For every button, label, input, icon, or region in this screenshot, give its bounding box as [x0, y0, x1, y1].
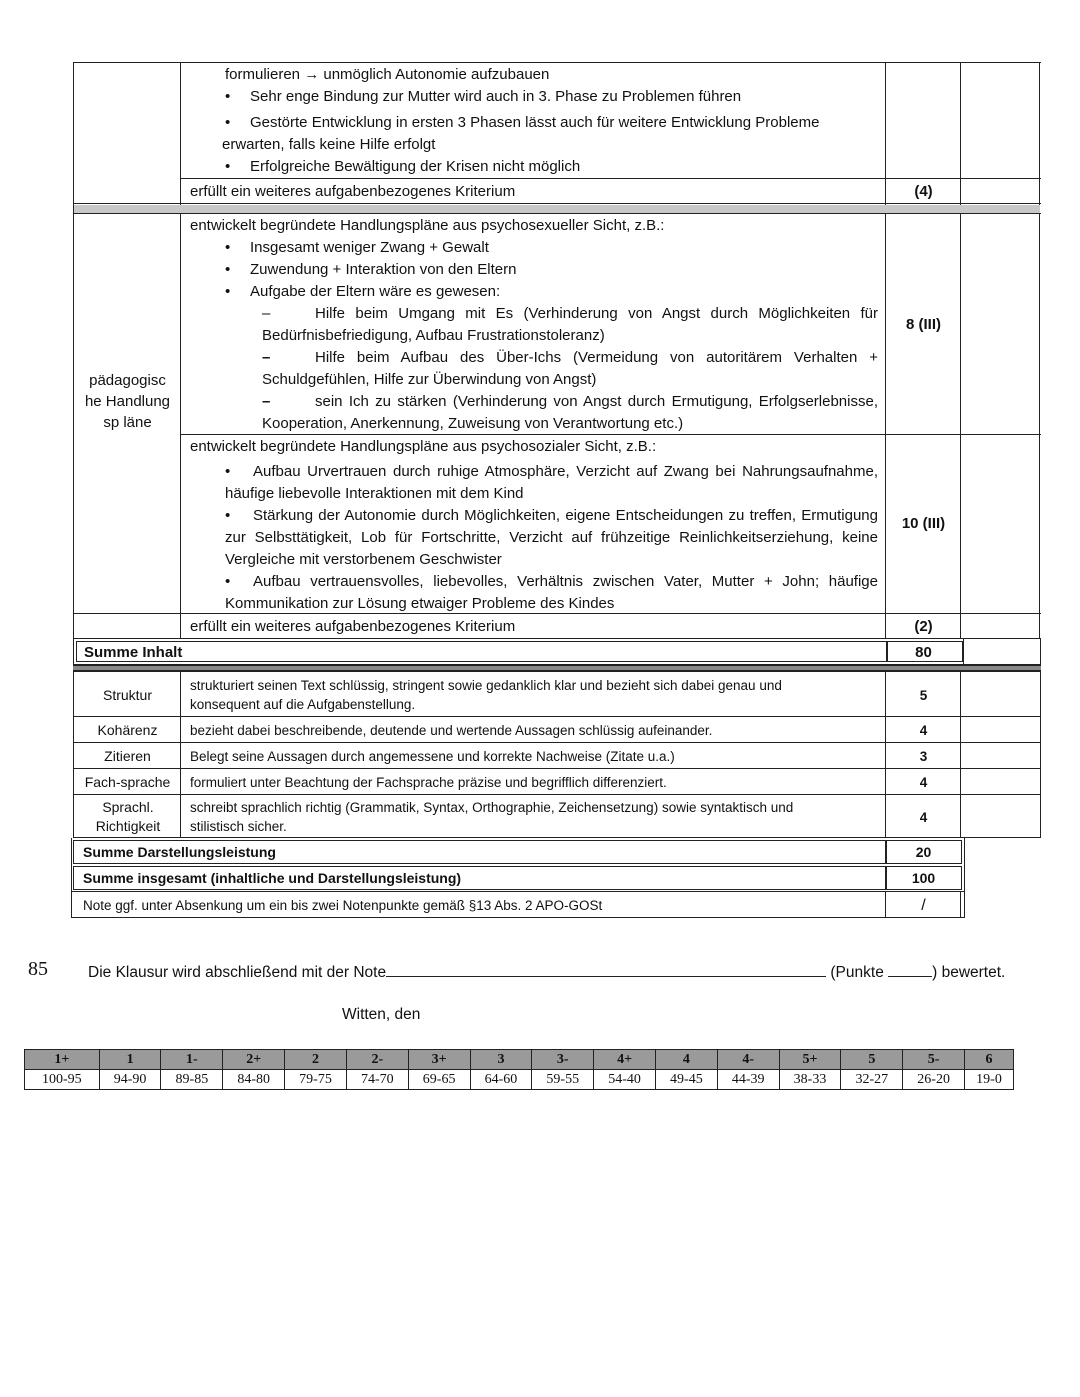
grade-range: 74-70	[346, 1070, 408, 1090]
grade-label: 5	[841, 1050, 903, 1070]
grid-separator	[74, 205, 1040, 213]
bullet-icon: •	[225, 283, 231, 300]
grid-line	[180, 62, 182, 639]
grid-line	[885, 62, 887, 639]
extra-criterion: erfüllt ein weiteres aufgabenbezogenes Kriterium	[190, 617, 516, 635]
criterion-text: bezieht dabei beschreibende, deutende und wertende Aussagen schlüssig aufeinander.	[190, 722, 713, 738]
grade-blank[interactable]	[386, 961, 826, 977]
grade-label: 3-	[532, 1050, 594, 1070]
dash-icon: –	[262, 305, 271, 322]
grid-line	[180, 672, 182, 838]
grade-label: 1-	[161, 1050, 223, 1070]
dash-icon: –	[262, 349, 271, 366]
grade-table	[24, 1049, 1014, 1090]
grade-label: 4+	[594, 1050, 656, 1070]
summe-inhalt-label: Summe Inhalt	[84, 644, 183, 661]
criterion-points: 3	[919, 748, 928, 764]
grade-range: 32-27	[841, 1070, 903, 1090]
summe-darstellung-label: Summe Darstellungsleistung	[83, 843, 276, 860]
bullet-icon: •	[225, 88, 231, 105]
grade-label: 2+	[223, 1050, 285, 1070]
bullet-icon: •	[225, 261, 231, 278]
grade-label: 2-	[346, 1050, 408, 1070]
grade-label: 3	[470, 1050, 532, 1070]
bullet-icon: •	[225, 463, 231, 480]
grade-label: 5-	[903, 1050, 965, 1070]
grade-label: 5+	[779, 1050, 841, 1070]
bullet-icon: •	[225, 158, 231, 175]
grade-range: 84-80	[223, 1070, 285, 1090]
psychosocial-heading: entwickelt begründete Handlungspläne aus psychosozialer Sicht, z.B.:	[190, 438, 657, 455]
grade-range: 89-85	[161, 1070, 223, 1090]
criterion-text: schreibt sprachlich richtig (Grammatik, Syntax, Orthographie, Zeichensetzung) sowie syntaktisch und stilistisch sicher.	[190, 800, 794, 834]
grade-label: 4-	[717, 1050, 779, 1070]
grade-range: 69-65	[408, 1070, 470, 1090]
grade-range: 38-33	[779, 1070, 841, 1090]
grade-range: 49-45	[655, 1070, 717, 1090]
note-value: /	[921, 896, 926, 914]
psychosocial-points: 10 (III)	[901, 515, 946, 532]
grade-label: 1	[99, 1050, 161, 1070]
psychosexual-heading: entwickelt begründete Handlungspläne aus psychosexueller Sicht, z.B.:	[190, 217, 665, 234]
summe-gesamt-value: 100	[911, 869, 936, 886]
bullet-item: • Aufbau Urvertrauen durch ruhige Atmosphäre, Verzicht auf Zwang bei Nahrungsaufnahme, häufige liebevolle Interaktionen mit dem Kind	[225, 463, 878, 502]
bullet-item: • Gestörte Entwicklung in ersten 3 Phasen lässt auch für weitere Entwicklung Probleme erwarten, falls keine Hilfe erfolgt	[222, 114, 820, 153]
bullet-item: • Erfolgreiche Bewältigung der Krisen nicht möglich	[222, 156, 877, 178]
criterion-name: Struktur	[102, 686, 152, 703]
grade-range: 64-60	[470, 1070, 532, 1090]
points-blank[interactable]	[888, 961, 932, 977]
grade-range: 100-95	[25, 1070, 100, 1090]
place-date: Witten, den	[342, 1006, 421, 1023]
grade-range: 79-75	[285, 1070, 347, 1090]
extra-points: (4)	[914, 182, 933, 200]
criterion-points: 4	[919, 774, 928, 790]
bullet-icon: •	[225, 239, 231, 256]
grade-range: 44-39	[717, 1070, 779, 1090]
dash-item: – Hilfe beim Aufbau des Über-Ichs (Vermeidung von autoritärem Verhalten + Schuldgefühlen, Hilfe zur Überwindung von Angst)	[262, 349, 878, 388]
grade-range: 26-20	[903, 1070, 965, 1090]
grade-label: 1+	[25, 1050, 100, 1070]
bullet-item: • Sehr enge Bindung zur Mutter wird auch in 3. Phase zu Problemen führen	[222, 86, 877, 108]
dash-item: – Hilfe beim Umgang mit Es (Verhinderung von Angst durch Möglichkeiten für Bedürfnisbefriedigung, Aufbau Frustrationstoleranz)	[262, 305, 878, 344]
section-label: pädagogisc he Handlungsp läne	[84, 372, 171, 431]
psychosexual-block	[190, 215, 878, 435]
bullet-icon: •	[225, 573, 231, 590]
bullet-item: • Zuwendung + Interaktion von den Eltern	[222, 259, 878, 281]
criterion-name: Zitieren	[104, 747, 151, 764]
extra-criterion: erfüllt ein weiteres aufgabenbezogenes Kriterium	[190, 182, 516, 200]
criterion-points: 5	[919, 687, 928, 703]
grade-labels-row	[25, 1050, 1014, 1070]
note-label: Note ggf. unter Absenkung um ein bis zwei Notenpunkte gemäß §13 Abs. 2 APO-GOSt	[83, 897, 603, 913]
grade-label: 2	[285, 1050, 347, 1070]
grade-range: 94-90	[99, 1070, 161, 1090]
criterion-points: 4	[919, 809, 928, 825]
bullet-item: • Stärkung der Autonomie durch Möglichkeiten, eigene Entscheidungen zu treffen, Ermutigung zur Selbsttätigkeit, Lob für Fortschritte, Verzicht auf frühzeitige Reinlichkeitserziehung, keine Vergleiche mit verstorbenem Geschwister	[225, 507, 878, 568]
bullet-icon: •	[225, 507, 231, 524]
grid-line	[960, 672, 962, 838]
dash-item: – sein Ich zu stärken (Verhinderung von Angst durch Ermutigung, Erfolgserlebnisse, Kooperation, Anerkennung, Zuweisung von Verantwortung etc.)	[262, 393, 878, 432]
bullet-item: • Aufbau vertrauensvolles, liebevolles, Verhältnis zwischen Vater, Mutter + John; häufige Kommunikation zur Lösung etwaiger Probleme des Kindes	[225, 573, 878, 612]
sentence-mid: (Punkte	[830, 964, 884, 981]
grade-label: 4	[655, 1050, 717, 1070]
grade-range: 59-55	[532, 1070, 594, 1090]
criterion-points: 4	[919, 722, 928, 738]
line-number: 85	[28, 958, 48, 980]
criterion-name: Sprachl. Richtigkeit	[95, 799, 161, 834]
criterion-name: Kohärenz	[97, 721, 158, 738]
line-text: formulieren → unmöglich Autonomie aufzubauen	[225, 66, 550, 83]
grade-range: 19-0	[965, 1070, 1014, 1090]
bullet-icon: •	[225, 114, 231, 131]
grid-line	[960, 891, 962, 918]
criterion-text: formuliert unter Beachtung der Fachsprache präzise und begrifflich differenziert.	[190, 774, 667, 790]
grade-range: 54-40	[594, 1070, 656, 1090]
criterion-name: Fach-sprache	[84, 773, 171, 790]
sentence-start: Die Klausur wird abschließend mit der Note	[88, 964, 387, 981]
bullet-item: • Insgesamt weniger Zwang + Gewalt	[222, 237, 878, 259]
sentence-end: ) bewertet.	[932, 964, 1006, 981]
grade-label: 6	[965, 1050, 1014, 1070]
bullet-item: • Aufgabe der Eltern wäre es gewesen:	[222, 281, 878, 303]
summe-darstellung-value: 20	[915, 843, 932, 860]
grid-line	[960, 62, 962, 639]
extra-points: (2)	[914, 617, 933, 635]
grade-label: 3+	[408, 1050, 470, 1070]
dash-icon: –	[262, 393, 271, 410]
psychosexual-points: 8 (III)	[905, 316, 941, 333]
summe-inhalt-value: 80	[915, 644, 932, 661]
grid-line	[73, 62, 75, 639]
inner-border	[963, 639, 965, 664]
summe-gesamt-label: Summe insgesamt (inhaltliche und Darstellungsleistung)	[83, 869, 462, 886]
criterion-text: Belegt seine Aussagen durch angemessene und korrekte Nachweise (Zitate u.a.)	[190, 748, 675, 764]
criterion-text: strukturiert seinen Text schlüssig, stringent sowie gedanklich klar und bezieht sich dabei genau und konsequent auf die Aufgabenstellung.	[190, 678, 782, 712]
psychosocial-block	[190, 436, 878, 615]
grid-separator	[73, 664, 1041, 672]
grade-sentence	[88, 961, 1038, 984]
grade-ranges-row	[25, 1070, 1014, 1090]
grid-line	[1039, 62, 1041, 639]
top-criteria	[222, 64, 877, 178]
